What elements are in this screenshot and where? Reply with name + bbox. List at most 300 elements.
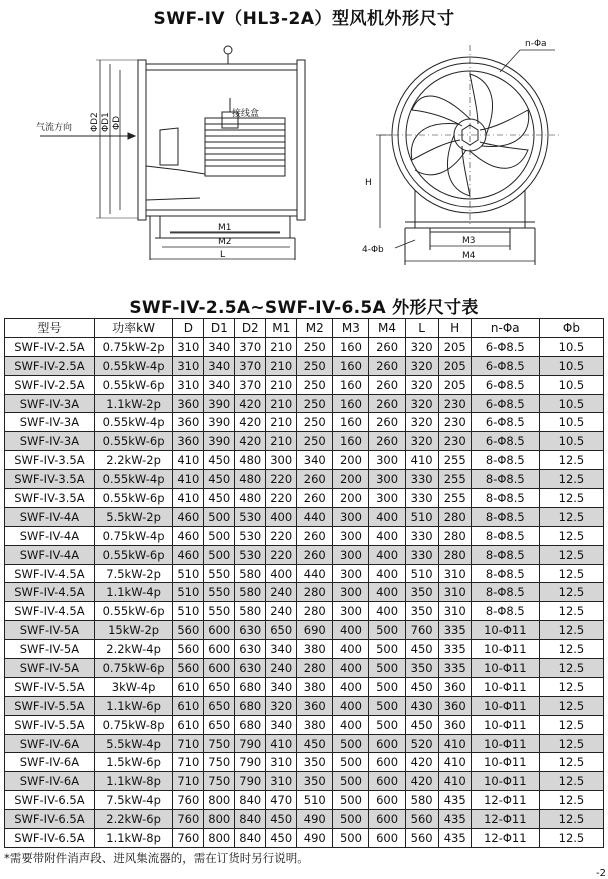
column-header: H xyxy=(438,319,471,338)
table-cell: 480 xyxy=(235,451,266,470)
table-row xyxy=(5,772,604,791)
table-cell: 500 xyxy=(204,545,235,564)
table-cell: 680 xyxy=(235,715,266,734)
table-cell: 370 xyxy=(235,337,266,356)
table-cell: 160 xyxy=(333,413,369,432)
table-cell: 200 xyxy=(333,489,369,508)
table-cell: 750 xyxy=(204,772,235,791)
table-cell: SWF-IV-6.5A xyxy=(5,829,95,848)
table-cell: 12.5 xyxy=(539,715,603,734)
table-cell: 210 xyxy=(266,432,297,451)
table-cell: 210 xyxy=(266,356,297,375)
table-cell: 420 xyxy=(235,394,266,413)
table-cell: 340 xyxy=(266,640,297,659)
table-cell: SWF-IV-2.5A xyxy=(5,375,95,394)
table-cell: 0.55kW-6p xyxy=(94,545,172,564)
dim-d1-label: ΦD1 xyxy=(101,112,111,132)
table-cell: 440 xyxy=(297,564,333,583)
table-cell: 300 xyxy=(333,545,369,564)
table-cell: 260 xyxy=(369,394,405,413)
table-cell: 450 xyxy=(405,640,438,659)
table-cell: 240 xyxy=(266,602,297,621)
table-cell: 0.75kW-2p xyxy=(94,337,172,356)
table-cell: 790 xyxy=(235,753,266,772)
table-cell: 310 xyxy=(173,375,204,394)
table-cell: 1.1kW-2p xyxy=(94,394,172,413)
table-cell: 500 xyxy=(369,677,405,696)
table-cell: 790 xyxy=(235,772,266,791)
table-cell: 480 xyxy=(235,489,266,508)
table-row xyxy=(5,677,604,696)
table-cell: 12.5 xyxy=(539,564,603,583)
table-cell: SWF-IV-4.5A xyxy=(5,564,95,583)
table-cell: 1.1kW-8p xyxy=(94,772,172,791)
table-row xyxy=(5,451,604,470)
table-cell: 12.5 xyxy=(539,696,603,715)
table-cell: 12.5 xyxy=(539,791,603,810)
table-cell: 7.5kW-2p xyxy=(94,564,172,583)
table-cell: SWF-IV-5.5A xyxy=(5,715,95,734)
table-cell: 300 xyxy=(369,489,405,508)
table-cell: 840 xyxy=(235,810,266,829)
table-row xyxy=(5,337,604,356)
column-header: L xyxy=(405,319,438,338)
table-cell: 500 xyxy=(333,810,369,829)
table-cell: 255 xyxy=(438,451,471,470)
table-cell: 400 xyxy=(266,507,297,526)
table-cell: 220 xyxy=(266,526,297,545)
table-cell: 300 xyxy=(369,451,405,470)
table-cell: 160 xyxy=(333,337,369,356)
table-cell: 0.55kW-6p xyxy=(94,432,172,451)
column-header: M1 xyxy=(266,319,297,338)
table-cell: 335 xyxy=(438,640,471,659)
table-cell: SWF-IV-5A xyxy=(5,640,95,659)
table-cell: 610 xyxy=(173,715,204,734)
table-cell: SWF-IV-3.5A xyxy=(5,489,95,508)
table-cell: 310 xyxy=(173,337,204,356)
table-row xyxy=(5,507,604,526)
table-cell: 280 xyxy=(297,583,333,602)
table-row xyxy=(5,640,604,659)
table-row xyxy=(5,526,604,545)
table-cell: 12.5 xyxy=(539,451,603,470)
table-cell: 0.55kW-6p xyxy=(94,602,172,621)
table-cell: 380 xyxy=(297,677,333,696)
table-cell: 8-Φ8.5 xyxy=(471,564,539,583)
table-cell: 340 xyxy=(204,337,235,356)
table-cell: 0.75kW-8p xyxy=(94,715,172,734)
table-cell: 12.5 xyxy=(539,734,603,753)
table-cell: 350 xyxy=(405,583,438,602)
table-cell: 0.75kW-4p xyxy=(94,526,172,545)
table-cell: 310 xyxy=(438,602,471,621)
table-cell: 10.5 xyxy=(539,432,603,451)
table-cell: 250 xyxy=(297,432,333,451)
table-cell: 450 xyxy=(266,810,297,829)
table-cell: 8-Φ8.5 xyxy=(471,545,539,564)
table-cell: 310 xyxy=(266,772,297,791)
table-cell: 2.2kW-2p xyxy=(94,451,172,470)
table-cell: 580 xyxy=(235,583,266,602)
dim-h-label: H xyxy=(365,178,372,188)
table-cell: 410 xyxy=(438,734,471,753)
table-cell: 360 xyxy=(297,696,333,715)
table-cell: 160 xyxy=(333,394,369,413)
table-cell: 15kW-2p xyxy=(94,621,172,640)
table-cell: 800 xyxy=(204,810,235,829)
table-cell: 250 xyxy=(297,413,333,432)
table-cell: 1.1kW-6p xyxy=(94,696,172,715)
table-cell: 210 xyxy=(266,394,297,413)
table-cell: 320 xyxy=(405,432,438,451)
table-cell: 280 xyxy=(438,507,471,526)
table-cell: 630 xyxy=(235,640,266,659)
table-cell: 610 xyxy=(173,677,204,696)
table-row xyxy=(5,489,604,508)
table-cell: 330 xyxy=(405,545,438,564)
table-cell: 250 xyxy=(297,356,333,375)
table-row xyxy=(5,753,604,772)
table-cell: 490 xyxy=(297,810,333,829)
dim-m1-label: M1 xyxy=(218,223,232,233)
table-cell: 580 xyxy=(405,791,438,810)
table-cell: 550 xyxy=(204,602,235,621)
table-cell: 510 xyxy=(405,507,438,526)
table-row xyxy=(5,791,604,810)
table-cell: 550 xyxy=(204,583,235,602)
table-cell: 560 xyxy=(405,810,438,829)
table-cell: 6-Φ8.5 xyxy=(471,375,539,394)
table-cell: 160 xyxy=(333,375,369,394)
table-cell: 260 xyxy=(297,545,333,564)
table-cell: 160 xyxy=(333,432,369,451)
table-cell: 12.5 xyxy=(539,659,603,678)
table-cell: 230 xyxy=(438,394,471,413)
table-cell: 420 xyxy=(405,772,438,791)
table-cell: 310 xyxy=(438,583,471,602)
column-header: D2 xyxy=(235,319,266,338)
table-cell: 560 xyxy=(173,659,204,678)
table-row xyxy=(5,413,604,432)
table-cell: 410 xyxy=(173,489,204,508)
table-cell: 8-Φ8.5 xyxy=(471,489,539,508)
table-cell: 400 xyxy=(266,564,297,583)
column-header: 型号 xyxy=(5,319,95,338)
table-cell: 760 xyxy=(173,810,204,829)
table-cell: 260 xyxy=(369,432,405,451)
table-cell: 220 xyxy=(266,470,297,489)
table-cell: SWF-IV-3A xyxy=(5,432,95,451)
table-cell: 420 xyxy=(235,413,266,432)
table-cell: 260 xyxy=(297,489,333,508)
column-header: M3 xyxy=(333,319,369,338)
table-cell: 450 xyxy=(204,470,235,489)
table-cell: 500 xyxy=(369,659,405,678)
table-cell: SWF-IV-6A xyxy=(5,753,95,772)
table-cell: 335 xyxy=(438,621,471,640)
fan-outline-drawing xyxy=(0,28,608,290)
table-cell: 10.5 xyxy=(539,356,603,375)
dim-d-label: ΦD xyxy=(112,115,122,130)
table-cell: 10-Φ11 xyxy=(471,677,539,696)
dimension-table xyxy=(4,318,604,848)
table-cell: 320 xyxy=(266,696,297,715)
table-cell: 12.5 xyxy=(539,829,603,848)
table-cell: 230 xyxy=(438,432,471,451)
table-cell: 340 xyxy=(266,677,297,696)
table-cell: 12.5 xyxy=(539,470,603,489)
table-cell: 630 xyxy=(235,659,266,678)
table-cell: 410 xyxy=(266,734,297,753)
table-cell: 280 xyxy=(438,526,471,545)
table-cell: 400 xyxy=(333,640,369,659)
table-cell: 410 xyxy=(405,451,438,470)
table-cell: 12.5 xyxy=(539,526,603,545)
table-cell: SWF-IV-5.5A xyxy=(5,696,95,715)
table-cell: 460 xyxy=(173,507,204,526)
table-row xyxy=(5,715,604,734)
table-cell: 650 xyxy=(266,621,297,640)
table-row xyxy=(5,602,604,621)
table-cell: 210 xyxy=(266,337,297,356)
table-cell: 500 xyxy=(369,621,405,640)
table-cell: 410 xyxy=(173,451,204,470)
table-cell: 560 xyxy=(173,640,204,659)
table-cell: 580 xyxy=(235,602,266,621)
table-cell: 380 xyxy=(297,715,333,734)
table-cell: 450 xyxy=(204,451,235,470)
table-cell: 320 xyxy=(405,394,438,413)
table-cell: 300 xyxy=(333,507,369,526)
table-cell: 650 xyxy=(204,696,235,715)
table-cell: SWF-IV-5.5A xyxy=(5,677,95,696)
table-title: SWF-IV-2.5A~SWF-IV-6.5A 外形尺寸表 xyxy=(129,298,479,318)
table-cell: 12-Φ11 xyxy=(471,791,539,810)
table-cell: 400 xyxy=(369,602,405,621)
table-row xyxy=(5,734,604,753)
table-cell: SWF-IV-4A xyxy=(5,545,95,564)
table-cell: 0.55kW-4p xyxy=(94,470,172,489)
table-cell: 360 xyxy=(173,394,204,413)
table-cell: 680 xyxy=(235,696,266,715)
table-cell: 12-Φ11 xyxy=(471,829,539,848)
table-cell: 12.5 xyxy=(539,753,603,772)
table-cell: 10-Φ11 xyxy=(471,753,539,772)
table-cell: 435 xyxy=(438,791,471,810)
table-cell: 320 xyxy=(405,356,438,375)
table-cell: SWF-IV-3.5A xyxy=(5,451,95,470)
table-cell: 6-Φ8.5 xyxy=(471,413,539,432)
table-cell: 690 xyxy=(297,621,333,640)
table-cell: 10-Φ11 xyxy=(471,659,539,678)
table-cell: 260 xyxy=(369,356,405,375)
table-cell: 600 xyxy=(369,829,405,848)
table-row xyxy=(5,696,604,715)
table-cell: 255 xyxy=(438,489,471,508)
table-cell: 800 xyxy=(204,791,235,810)
table-cell: 220 xyxy=(266,489,297,508)
table-cell: 5.5kW-4p xyxy=(94,734,172,753)
table-cell: 10-Φ11 xyxy=(471,696,539,715)
table-cell: 650 xyxy=(204,677,235,696)
table-cell: 205 xyxy=(438,375,471,394)
table-cell: 3kW-4p xyxy=(94,677,172,696)
table-row xyxy=(5,470,604,489)
page-mark: -2 xyxy=(596,868,606,879)
table-cell: 300 xyxy=(333,564,369,583)
table-cell: SWF-IV-6A xyxy=(5,772,95,791)
table-cell: 500 xyxy=(204,507,235,526)
table-cell: 280 xyxy=(297,659,333,678)
table-cell: SWF-IV-6A xyxy=(5,734,95,753)
table-cell: 490 xyxy=(297,829,333,848)
table-cell: 600 xyxy=(369,772,405,791)
table-cell: 370 xyxy=(235,375,266,394)
table-cell: 7.5kW-4p xyxy=(94,791,172,810)
table-cell: 280 xyxy=(438,545,471,564)
table-cell: 10.5 xyxy=(539,394,603,413)
table-cell: 680 xyxy=(235,677,266,696)
table-cell: 12.5 xyxy=(539,583,603,602)
table-cell: 390 xyxy=(204,394,235,413)
table-cell: SWF-IV-5A xyxy=(5,621,95,640)
table-cell: 710 xyxy=(173,772,204,791)
table-cell: 350 xyxy=(405,659,438,678)
table-cell: 335 xyxy=(438,659,471,678)
table-cell: 330 xyxy=(405,489,438,508)
table-cell: 255 xyxy=(438,470,471,489)
table-row xyxy=(5,829,604,848)
table-cell: 500 xyxy=(333,734,369,753)
table-cell: 400 xyxy=(369,583,405,602)
dim-d2-label: ΦD2 xyxy=(90,112,100,132)
table-cell: 12-Φ11 xyxy=(471,810,539,829)
table-cell: 260 xyxy=(297,470,333,489)
table-cell: 610 xyxy=(173,696,204,715)
table-cell: 510 xyxy=(173,583,204,602)
table-cell: 300 xyxy=(369,470,405,489)
table-cell: 2.2kW-6p xyxy=(94,810,172,829)
table-cell: 450 xyxy=(297,734,333,753)
table-body xyxy=(5,337,604,847)
table-cell: 440 xyxy=(297,507,333,526)
table-cell: 380 xyxy=(297,640,333,659)
table-cell: 340 xyxy=(204,375,235,394)
table-cell: 450 xyxy=(405,677,438,696)
table-cell: 435 xyxy=(438,829,471,848)
table-cell: 500 xyxy=(369,640,405,659)
table-cell: 12.5 xyxy=(539,489,603,508)
table-cell: 430 xyxy=(405,696,438,715)
table-row xyxy=(5,375,604,394)
table-cell: 12.5 xyxy=(539,810,603,829)
table-cell: 10-Φ11 xyxy=(471,621,539,640)
table-cell: 390 xyxy=(204,413,235,432)
table-cell: 200 xyxy=(333,451,369,470)
table-cell: 1.1kW-8p xyxy=(94,829,172,848)
column-header: D1 xyxy=(204,319,235,338)
table-cell: 320 xyxy=(405,375,438,394)
table-cell: 12.5 xyxy=(539,677,603,696)
table-cell: SWF-IV-5A xyxy=(5,659,95,678)
table-cell: 220 xyxy=(266,545,297,564)
table-cell: 500 xyxy=(333,829,369,848)
table-cell: 10.5 xyxy=(539,375,603,394)
table-cell: 240 xyxy=(266,583,297,602)
table-cell: 370 xyxy=(235,356,266,375)
table-row xyxy=(5,432,604,451)
table-cell: 300 xyxy=(333,526,369,545)
table-cell: 12.5 xyxy=(539,772,603,791)
table-cell: 8-Φ8.5 xyxy=(471,602,539,621)
table-cell: 200 xyxy=(333,470,369,489)
table-cell: 760 xyxy=(173,791,204,810)
table-cell: 470 xyxy=(266,791,297,810)
table-cell: 600 xyxy=(204,621,235,640)
table-cell: 0.55kW-4p xyxy=(94,356,172,375)
airflow-label: 气流方向 xyxy=(36,123,73,133)
table-cell: 760 xyxy=(173,829,204,848)
table-header-row xyxy=(5,319,604,338)
table-cell: 400 xyxy=(333,621,369,640)
table-cell: 400 xyxy=(333,659,369,678)
table-cell: 5.5kW-2p xyxy=(94,507,172,526)
table-cell: 840 xyxy=(235,791,266,810)
table-cell: 600 xyxy=(204,659,235,678)
table-row xyxy=(5,621,604,640)
table-cell: 260 xyxy=(369,413,405,432)
table-cell: 310 xyxy=(266,753,297,772)
table-cell: SWF-IV-6.5A xyxy=(5,810,95,829)
table-cell: 750 xyxy=(204,734,235,753)
table-cell: 240 xyxy=(266,659,297,678)
table-cell: 210 xyxy=(266,375,297,394)
table-cell: 360 xyxy=(173,432,204,451)
table-cell: 530 xyxy=(235,545,266,564)
table-cell: 840 xyxy=(235,829,266,848)
table-cell: 6-Φ8.5 xyxy=(471,432,539,451)
table-cell: SWF-IV-4A xyxy=(5,507,95,526)
holes-a-label: n-Φa xyxy=(525,39,547,49)
table-cell: 400 xyxy=(369,526,405,545)
table-cell: 360 xyxy=(438,715,471,734)
holes-b-label: 4-Φb xyxy=(362,245,384,255)
table-cell: 710 xyxy=(173,753,204,772)
table-cell: 600 xyxy=(369,753,405,772)
table-cell: 400 xyxy=(369,545,405,564)
table-cell: 260 xyxy=(297,526,333,545)
table-cell: 500 xyxy=(204,526,235,545)
table-cell: 10.5 xyxy=(539,413,603,432)
dim-m4-label: M4 xyxy=(462,251,476,261)
table-cell: 580 xyxy=(235,564,266,583)
table-cell: 450 xyxy=(204,489,235,508)
table-cell: 310 xyxy=(438,564,471,583)
column-header: M4 xyxy=(369,319,405,338)
table-cell: 450 xyxy=(266,829,297,848)
table-cell: 340 xyxy=(204,356,235,375)
table-cell: SWF-IV-3A xyxy=(5,394,95,413)
table-cell: 410 xyxy=(438,772,471,791)
table-cell: 800 xyxy=(204,829,235,848)
table-cell: 435 xyxy=(438,810,471,829)
table-cell: 400 xyxy=(333,715,369,734)
table-cell: 8-Φ8.5 xyxy=(471,583,539,602)
table-cell: SWF-IV-6.5A xyxy=(5,791,95,810)
table-cell: 750 xyxy=(204,753,235,772)
table-cell: 500 xyxy=(369,696,405,715)
